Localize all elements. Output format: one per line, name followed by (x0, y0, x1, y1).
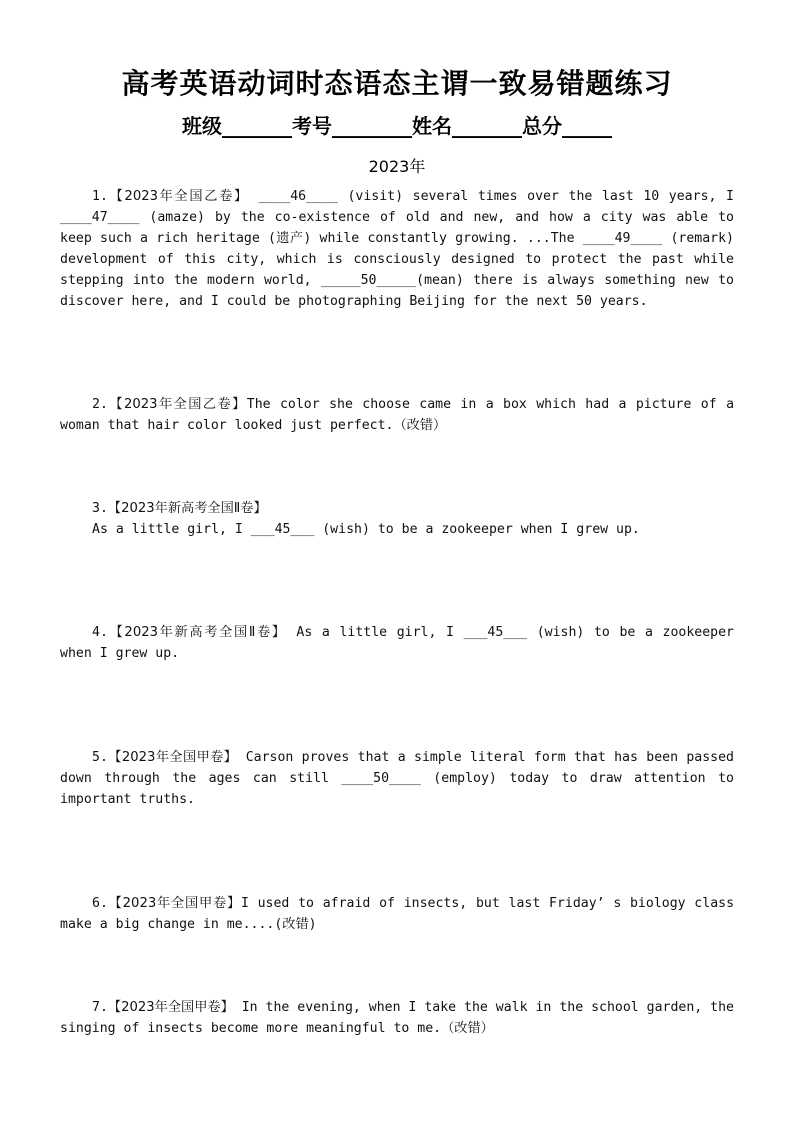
question-source: 【2023年全国甲卷】 (107, 1000, 234, 1015)
student-info-line: 班级_______考号________姓名_______总分_____ (182, 114, 612, 138)
question-3 (60, 498, 734, 540)
question-number: 7. (92, 1000, 108, 1015)
question-source: 【2023年全国甲卷】 (107, 896, 241, 911)
question-7 (60, 997, 734, 1039)
question-text: ____46____ (visit) several times over the last 10 years, I ____47____ (amaze) by the co-existence of old and new, and how a city was able to keep such a rich heritage (遗产) while constantly growing. ...The ____49____ (remark) development of this city, which is consciously designed to protect the past while stepping into the modern world, _____50_____(mean) there is always something new to discover here, and I could be photographing Beijing for the next 50 years. (60, 189, 734, 309)
question-2 (60, 394, 734, 436)
question-source: 【2023年全国乙卷】 (107, 189, 249, 204)
question-number: 1. (92, 189, 108, 204)
question-number: 3. (92, 501, 108, 516)
question-1 (60, 186, 734, 312)
question-5 (60, 747, 734, 810)
question-text: In the evening, when I take the walk in the school garden, the singing of insects become more meaningful to me.（改错） (60, 1000, 734, 1036)
question-text: I used to afraid of insects, but last Friday’ s biology class make a big change in me....(改错) (60, 896, 735, 932)
year-heading: 2023年 (368, 157, 426, 176)
question-4 (60, 622, 734, 664)
question-source: 【2023年全国甲卷】 (107, 750, 238, 765)
question-source: 【2023年新高考全国Ⅱ卷】 (107, 501, 267, 516)
question-text: The color she choose came in a box which had a picture of a woman that hair color looked just perfect.（改错） (60, 397, 735, 433)
question-source: 【2023年全国乙卷】 (107, 397, 247, 412)
question-number: 2. (92, 397, 108, 412)
question-text: Carson proves that a simple literal form that has been passed down through the ages can still ____50____ (employ) today to draw attention to important truths. (60, 750, 734, 807)
question-number: 5. (92, 750, 108, 765)
question-source: 【2023年新高考全国Ⅱ卷】 (107, 625, 287, 640)
question-text: As a little girl, I ___45___ (wish) to be a zookeeper when I grew up. (92, 522, 640, 537)
question-number: 6. (92, 896, 108, 911)
page-title: 高考英语动词时态语态主谓一致易错题练习 (121, 67, 673, 100)
question-number: 4. (92, 625, 108, 640)
question-text: As a little girl, I ___45___ (wish) to be a zookeeper when I grew up. (60, 625, 734, 661)
question-6 (60, 893, 734, 935)
